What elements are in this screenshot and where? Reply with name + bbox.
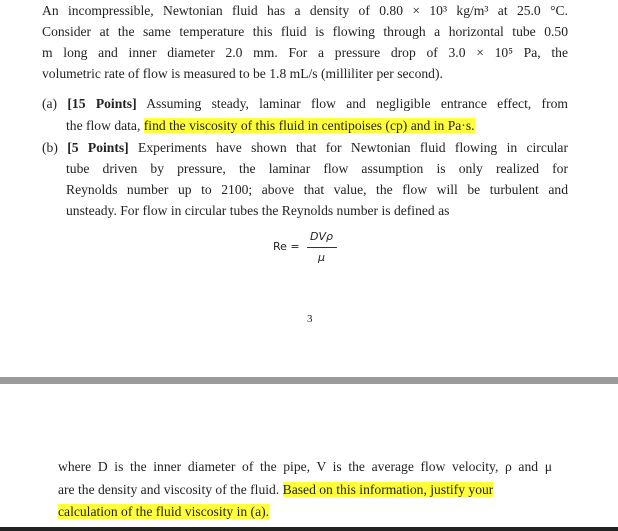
equation-denominator: μ	[318, 251, 325, 264]
part-b-line-1	[42, 139, 568, 157]
part-a-line-2	[66, 117, 475, 135]
bottom-edge	[0, 527, 618, 531]
part-b-line-2: tube driven by pressure, the laminar flow assumption is only realized for	[66, 161, 568, 176]
intro-line-2: Consider at the same temperature this fluid is flowing through a horizontal tube 0.50	[42, 24, 568, 39]
continued-line-2	[58, 481, 493, 499]
part-b-line-3: Reynolds number up to 2100; above that value, the flow will be turbulent and	[66, 182, 568, 197]
continued-line-1: where D is the inner diameter of the pipe, V is the average flow velocity, ρ and μ	[58, 459, 552, 474]
intro-line-4: volumetric rate of flow is measured to be 1.8 mL/s (milliliter per second).	[42, 66, 443, 81]
part-b-points: [5 Points]	[67, 140, 129, 155]
continued-highlight-2: calculation of the fluid viscosity in (a).	[58, 504, 270, 519]
intro-line-3: m long and inner diameter 2.0 mm. For a pressure drop of 3.0 × 10⁵ Pa, the	[42, 45, 568, 60]
part-b-line-4: unsteady. For flow in circular tubes the Reynolds number is defined as	[66, 203, 450, 218]
part-b-label: (b)	[42, 140, 58, 155]
equation-numerator: DVρ	[310, 230, 333, 243]
part-a-text: Assuming steady, laminar flow and negligible entrance effect, from	[146, 96, 568, 111]
continued-line-3	[58, 503, 269, 521]
intro-line-1: An incompressible, Newtonian fluid has a density of 0.80 × 10³ kg/m³ at 25.0 °C.	[42, 3, 568, 18]
page-separator	[0, 377, 618, 384]
part-a-line-1	[42, 95, 568, 113]
part-a-label: (a)	[42, 96, 58, 111]
part-a-plain: the flow data,	[66, 118, 141, 133]
equation-lhs: Re =	[273, 240, 300, 253]
part-a-highlight: find the viscosity of this fluid in centipoises (cp) and in Pa·s.	[143, 118, 475, 133]
fraction-bar	[307, 247, 337, 248]
part-a-points: [15 Points]	[67, 96, 137, 111]
continued-plain: are the density and viscosity of the fluid.	[58, 482, 280, 497]
continued-highlight-1: Based on this information, justify your	[282, 482, 494, 497]
page-number: 3	[307, 313, 313, 325]
part-b-text: Experiments have shown that for Newtonian fluid flowing in circular	[138, 140, 568, 155]
